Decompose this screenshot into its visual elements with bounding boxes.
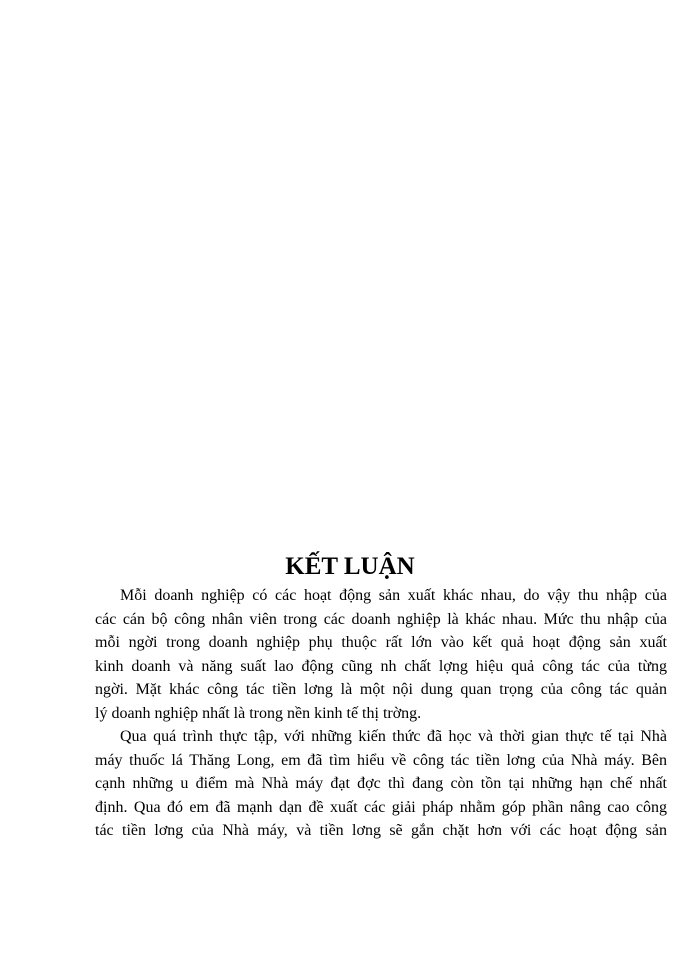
body-text bbox=[95, 584, 667, 843]
text-line: máy thuốc lá Thăng Long, em đã tìm hiểu về công tác tiền lơng của Nhà máy. Bên bbox=[95, 751, 667, 769]
text-line: cạnh những u điểm mà Nhà máy đạt đợc thì đang còn tồn tại những hạn chế nhất bbox=[95, 775, 667, 792]
text-line: Mỗi doanh nghiệp có các hoạt động sản xuất khác nhau, do vậy thu nhập của bbox=[120, 587, 667, 604]
text-line: định. Qua đó em đã mạnh dạn đề xuất các giải pháp nhằm góp phần nâng cao công bbox=[95, 798, 667, 816]
text-line: ngời. Mặt khác công tác tiền lơng là một nội dung quan trọng của công tác quản bbox=[95, 681, 667, 698]
text-line: tác tiền lơng của Nhà máy, và tiền lơng sẽ gắn chặt hơn với các hoạt động sản bbox=[95, 822, 667, 839]
conclusion-heading: KẾT LUẬN bbox=[285, 553, 415, 580]
text-line: kinh doanh và năng suất lao động cũng nh chất lợng hiệu quả công tác của từng bbox=[95, 657, 667, 675]
text-line: các cán bộ công nhân viên trong các doanh nghiệp là khác nhau. Mức thu nhập của bbox=[95, 610, 667, 628]
text-line: Qua quá trình thực tập, với những kiến thức đã học và thời gian thực tế tại Nhà bbox=[120, 728, 667, 745]
text-line: mỗi ngời trong doanh nghiệp phụ thuộc rất lớn vào kết quả hoạt động sản xuất bbox=[95, 634, 667, 651]
text-line: lý doanh nghiệp nhất là trong nền kinh tế thị trờng. bbox=[95, 704, 422, 722]
